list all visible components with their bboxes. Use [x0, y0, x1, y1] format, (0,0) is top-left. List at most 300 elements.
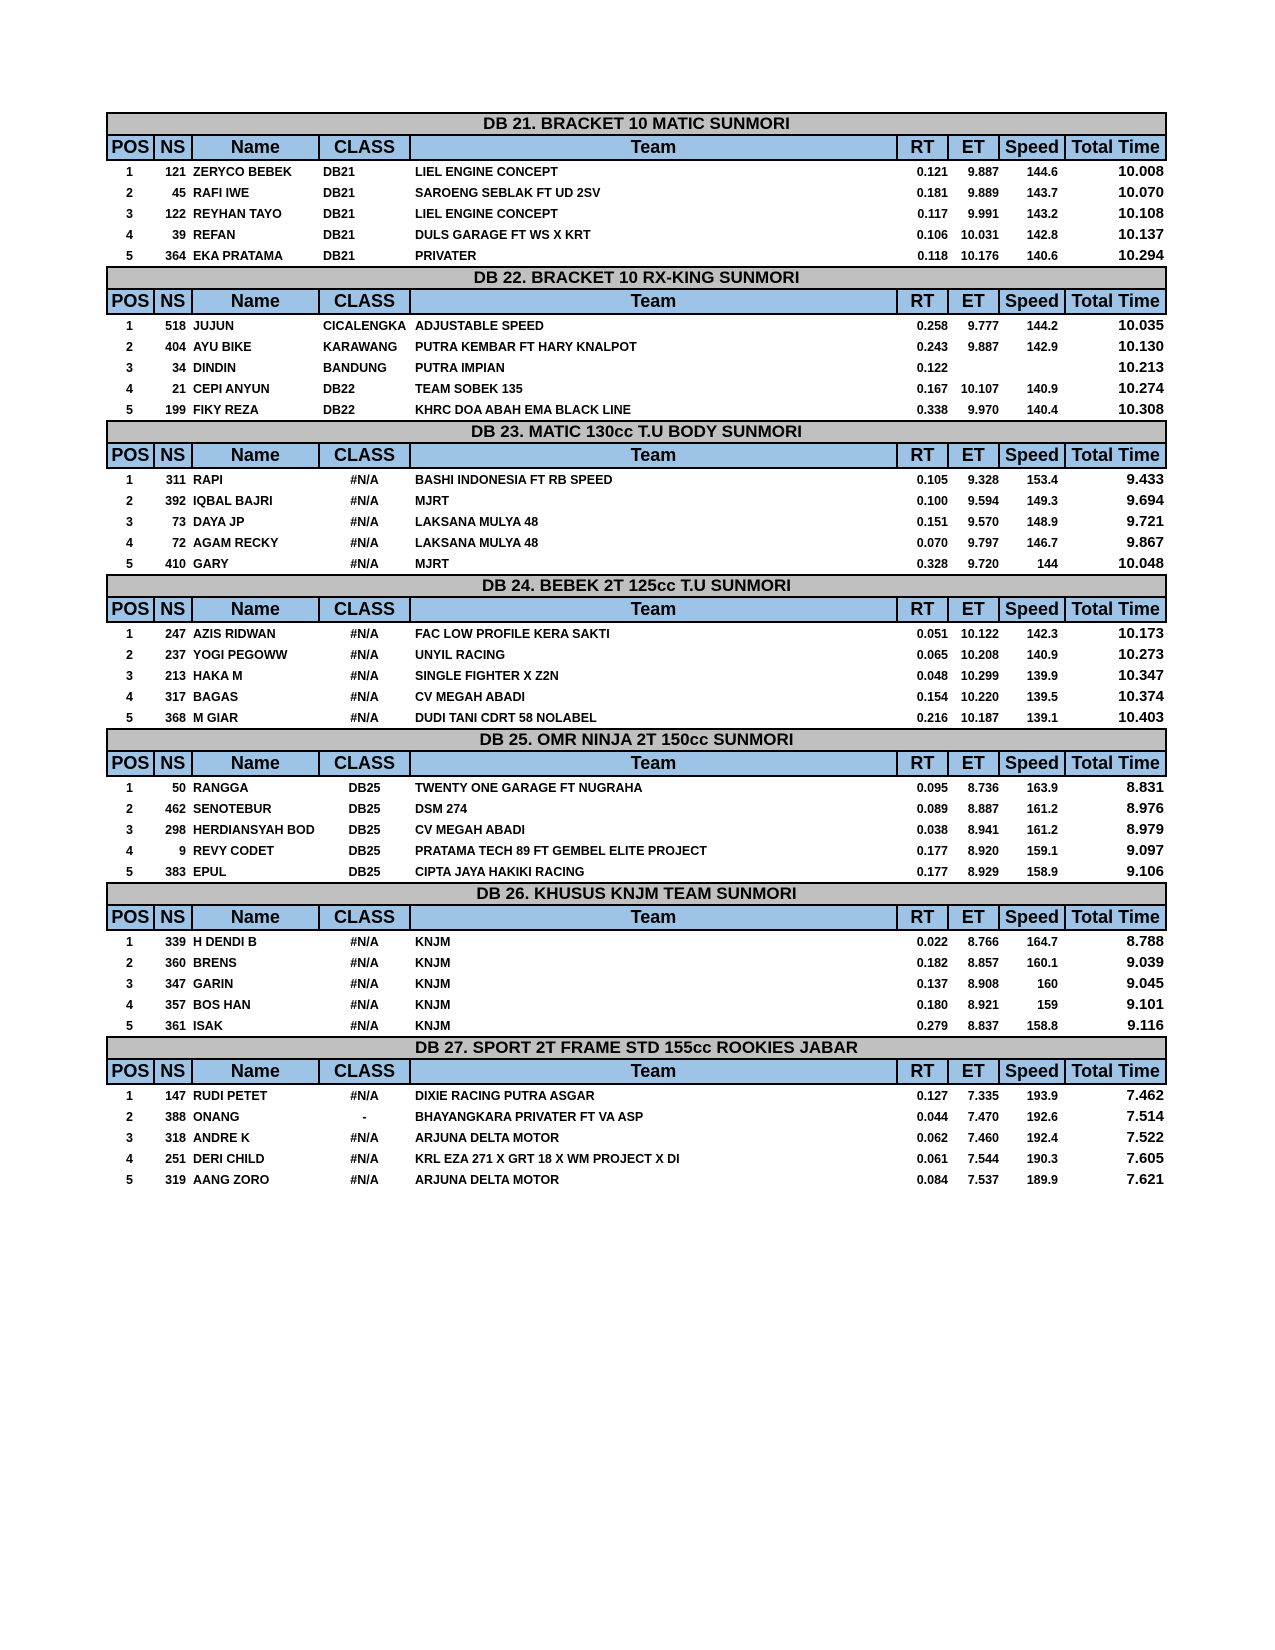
column-header-class: CLASS [320, 752, 411, 775]
cell-total: 8.788 [1126, 933, 1164, 950]
result-row [106, 161, 1167, 182]
cell-speed [1001, 357, 1068, 378]
cell-class: KARAWANG [323, 339, 398, 354]
cell-name: JUJUN [193, 318, 234, 333]
cell-et: 8.920 [967, 843, 999, 858]
race-block [106, 112, 1167, 266]
column-header-name: Name [193, 906, 321, 929]
cell-rt: 0.100 [916, 493, 948, 508]
cell-total: 10.130 [1118, 338, 1164, 355]
cell-et: 7.537 [967, 1172, 999, 1187]
cell-rt: 0.216 [916, 710, 948, 725]
cell-team: LAKSANA MULYA 48 [415, 535, 539, 550]
cell-speed: 143.7 [1026, 185, 1058, 200]
cell-total: 10.035 [1118, 317, 1164, 334]
column-header-et: ET [949, 1060, 1000, 1083]
cell-ns: 318 [165, 1130, 186, 1145]
cell-rt: 0.105 [916, 472, 948, 487]
column-header-pos: POS [108, 598, 155, 621]
column-header-name: Name [193, 444, 321, 467]
cell-total: 8.979 [1126, 821, 1164, 838]
cell-team: PRATAMA TECH 89 FT GEMBEL ELITE PROJECT [415, 843, 707, 858]
result-row [106, 777, 1167, 798]
column-header-et: ET [949, 136, 1000, 159]
cell-rt: 0.106 [916, 227, 948, 242]
cell-pos: 5 [126, 710, 133, 725]
cell-total: 9.045 [1126, 975, 1164, 992]
cell-team: CV MEGAH ABADI [415, 822, 525, 837]
cell-team: MJRT [415, 493, 450, 508]
cell-total: 10.173 [1118, 625, 1164, 642]
column-header-team: Team [411, 752, 898, 775]
cell-speed: 142.8 [1026, 227, 1058, 242]
result-row [106, 553, 1167, 574]
cell-pos: 1 [126, 780, 133, 795]
cell-ns: 518 [165, 318, 186, 333]
cell-ns: 147 [165, 1088, 186, 1103]
cell-speed: 160 [1037, 976, 1058, 991]
cell-ns: 121 [165, 164, 186, 179]
cell-name: ONANG [193, 1109, 240, 1124]
result-row [106, 1169, 1167, 1190]
cell-speed: 161.2 [1026, 822, 1058, 837]
column-header-total: Total Time [1071, 291, 1160, 311]
column-header-speed: Speed [1000, 136, 1067, 159]
cell-total: 9.101 [1126, 996, 1164, 1013]
cell-total: 9.721 [1126, 513, 1164, 530]
cell-total: 10.308 [1118, 401, 1164, 418]
cell-ns: 237 [165, 647, 186, 662]
cell-class: DB25 [348, 864, 381, 879]
column-header-et: ET [949, 598, 1000, 621]
cell-ns: 462 [165, 801, 186, 816]
cell-pos: 4 [126, 535, 133, 550]
cell-ns: 383 [165, 864, 186, 879]
cell-total: 10.273 [1118, 646, 1164, 663]
cell-total: 7.514 [1126, 1108, 1164, 1125]
cell-ns: 368 [165, 710, 186, 725]
cell-rt: 0.044 [916, 1109, 948, 1124]
cell-ns: 247 [165, 626, 186, 641]
cell-pos: 2 [126, 185, 133, 200]
cell-pos: 5 [126, 402, 133, 417]
cell-team: PUTRA KEMBAR FT HARY KNALPOT [415, 339, 637, 354]
cell-pos: 2 [126, 493, 133, 508]
column-header-name: Name [193, 598, 321, 621]
cell-ns: 319 [165, 1172, 186, 1187]
column-header-team: Team [411, 598, 898, 621]
cell-name: RAPI [193, 472, 223, 487]
cell-rt: 0.181 [916, 185, 948, 200]
cell-name: AANG ZORO [193, 1172, 270, 1187]
cell-name: YOGI PEGOWW [193, 647, 288, 662]
column-header-total: Total Time [1071, 445, 1160, 465]
cell-ns: 50 [172, 780, 186, 795]
cell-speed: 144 [1037, 556, 1058, 571]
cell-ns: 45 [172, 185, 186, 200]
cell-et: 10.187 [960, 710, 999, 725]
cell-pos: 4 [126, 689, 133, 704]
cell-speed: 140.4 [1026, 402, 1058, 417]
column-header-rt: RT [898, 1060, 949, 1083]
cell-speed: 144.6 [1026, 164, 1058, 179]
cell-class: #N/A [350, 1151, 379, 1166]
cell-speed: 146.7 [1026, 535, 1058, 550]
cell-team: PUTRA IMPIAN [415, 360, 505, 375]
cell-ns: 72 [172, 535, 186, 550]
cell-team: KNJM [415, 934, 451, 949]
column-header-row [106, 136, 1167, 161]
cell-et: 9.570 [967, 514, 999, 529]
cell-name: M GIAR [193, 710, 239, 725]
cell-speed: 159 [1037, 997, 1058, 1012]
cell-class: #N/A [350, 1088, 379, 1103]
cell-team: SAROENG SEBLAK FT UD 2SV [415, 185, 601, 200]
cell-total: 10.347 [1118, 667, 1164, 684]
result-row [106, 861, 1167, 882]
cell-team: TEAM SOBEK 135 [415, 381, 523, 396]
cell-class: #N/A [350, 626, 379, 641]
cell-speed: 192.4 [1026, 1130, 1058, 1145]
result-row [106, 203, 1167, 224]
cell-pos: 5 [126, 248, 133, 263]
cell-ns: 251 [165, 1151, 186, 1166]
result-row [106, 931, 1167, 952]
cell-team: KNJM [415, 997, 451, 1012]
cell-name: DERI CHILD [193, 1151, 265, 1166]
cell-speed: 189.9 [1026, 1172, 1058, 1187]
cell-speed: 142.3 [1026, 626, 1058, 641]
cell-team: DUDI TANI CDRT 58 NOLABEL [415, 710, 597, 725]
cell-et: 9.720 [967, 556, 999, 571]
cell-pos: 1 [126, 164, 133, 179]
cell-speed: 139.5 [1026, 689, 1058, 704]
column-header-ns: NS [155, 906, 193, 929]
cell-team: PRIVATER [415, 248, 477, 263]
cell-name: CEPI ANYUN [193, 381, 270, 396]
cell-pos: 5 [126, 1172, 133, 1187]
cell-name: BOS HAN [193, 997, 251, 1012]
result-row [106, 1015, 1167, 1036]
race-block [106, 1036, 1167, 1190]
cell-et: 7.544 [967, 1151, 999, 1166]
result-row [106, 952, 1167, 973]
cell-ns: 388 [165, 1109, 186, 1124]
cell-speed: 149.3 [1026, 493, 1058, 508]
result-row [106, 357, 1167, 378]
cell-pos: 4 [126, 843, 133, 858]
race-title: DB 25. OMR NINJA 2T 150cc SUNMORI [106, 728, 1167, 752]
cell-team: ADJUSTABLE SPEED [415, 318, 544, 333]
result-row [106, 315, 1167, 336]
cell-pos: 4 [126, 997, 133, 1012]
cell-ns: 34 [172, 360, 186, 375]
cell-total: 7.621 [1126, 1171, 1164, 1188]
cell-class: #N/A [350, 647, 379, 662]
column-header-rt: RT [898, 444, 949, 467]
cell-pos: 5 [126, 1018, 133, 1033]
cell-et: 8.921 [967, 997, 999, 1012]
cell-name: IQBAL BAJRI [193, 493, 273, 508]
result-row [106, 1148, 1167, 1169]
cell-rt: 0.122 [916, 360, 948, 375]
result-row [106, 336, 1167, 357]
column-header-total: Total Time [1071, 753, 1160, 773]
cell-class: DB25 [348, 822, 381, 837]
cell-rt: 0.121 [916, 164, 948, 179]
column-header-speed: Speed [1000, 1060, 1067, 1083]
cell-et: 8.887 [967, 801, 999, 816]
column-header-team: Team [411, 906, 898, 929]
cell-class: DB25 [348, 780, 381, 795]
cell-speed: 142.9 [1026, 339, 1058, 354]
column-header-ns: NS [155, 444, 193, 467]
cell-total: 9.039 [1126, 954, 1164, 971]
cell-team: CIPTA JAYA HAKIKI RACING [415, 864, 585, 879]
cell-speed: 148.9 [1026, 514, 1058, 529]
cell-pos: 2 [126, 1109, 133, 1124]
cell-team: DSM 274 [415, 801, 468, 816]
cell-ns: 317 [165, 689, 186, 704]
cell-et: 10.220 [960, 689, 999, 704]
cell-class: #N/A [350, 1172, 379, 1187]
cell-et: 7.470 [967, 1109, 999, 1124]
cell-et: 10.031 [960, 227, 999, 242]
column-header-et: ET [949, 444, 1000, 467]
cell-ns: 360 [165, 955, 186, 970]
cell-ns: 73 [172, 514, 186, 529]
column-header-rt: RT [898, 290, 949, 313]
cell-pos: 3 [126, 1130, 133, 1145]
column-header-name: Name [193, 136, 321, 159]
cell-total: 10.374 [1118, 688, 1164, 705]
column-header-total: Total Time [1071, 599, 1160, 619]
cell-speed: 158.8 [1026, 1018, 1058, 1033]
cell-speed: 153.4 [1026, 472, 1058, 487]
cell-pos: 1 [126, 472, 133, 487]
cell-team: BASHI INDONESIA FT RB SPEED [415, 472, 613, 487]
cell-speed: 140.9 [1026, 647, 1058, 662]
column-header-row [106, 906, 1167, 931]
cell-class: #N/A [350, 514, 379, 529]
cell-rt: 0.048 [916, 668, 948, 683]
cell-et: 9.328 [967, 472, 999, 487]
cell-et: 9.970 [967, 402, 999, 417]
cell-ns: 21 [172, 381, 186, 396]
column-header-rt: RT [898, 136, 949, 159]
cell-name: EKA PRATAMA [193, 248, 284, 263]
cell-total: 9.116 [1127, 1017, 1164, 1034]
cell-et: 10.176 [960, 248, 999, 263]
column-header-ns: NS [155, 752, 193, 775]
column-header-rt: RT [898, 598, 949, 621]
cell-team: FAC LOW PROFILE KERA SAKTI [415, 626, 610, 641]
cell-et: 8.736 [967, 780, 999, 795]
cell-rt: 0.062 [916, 1130, 948, 1145]
cell-pos: 4 [126, 227, 133, 242]
result-row [106, 1106, 1167, 1127]
column-header-row [106, 1060, 1167, 1085]
cell-et: 9.594 [967, 493, 999, 508]
cell-total: 8.976 [1126, 800, 1164, 817]
cell-name: GARIN [193, 976, 234, 991]
column-header-speed: Speed [1000, 752, 1067, 775]
column-header-class: CLASS [320, 444, 411, 467]
cell-rt: 0.279 [916, 1018, 948, 1033]
cell-pos: 4 [126, 1151, 133, 1166]
cell-rt: 0.328 [916, 556, 948, 571]
cell-speed: 140.9 [1026, 381, 1058, 396]
cell-ns: 339 [165, 934, 186, 949]
cell-class: DB22 [323, 402, 355, 417]
column-header-name: Name [193, 752, 321, 775]
cell-team: KNJM [415, 976, 451, 991]
cell-rt: 0.177 [916, 843, 948, 858]
cell-total: 9.694 [1126, 492, 1164, 509]
column-header-team: Team [411, 444, 898, 467]
cell-speed: 192.6 [1026, 1109, 1058, 1124]
race-title: DB 24. BEBEK 2T 125cc T.U SUNMORI [106, 574, 1167, 598]
column-header-rt: RT [898, 906, 949, 929]
cell-total: 8.831 [1126, 779, 1164, 796]
cell-team: KNJM [415, 1018, 451, 1033]
race-title: DB 21. BRACKET 10 MATIC SUNMORI [106, 112, 1167, 136]
cell-total: 10.108 [1118, 205, 1164, 222]
race-block [106, 728, 1167, 882]
cell-rt: 0.117 [917, 206, 948, 221]
result-row [106, 1127, 1167, 1148]
column-header-row [106, 290, 1167, 315]
column-header-row [106, 752, 1167, 777]
cell-class: DB21 [323, 185, 355, 200]
column-header-total: Total Time [1071, 1061, 1160, 1081]
cell-et: 9.887 [967, 339, 999, 354]
cell-speed: 139.9 [1026, 668, 1058, 683]
cell-name: ISAK [193, 1018, 223, 1033]
result-row [106, 490, 1167, 511]
cell-speed: 160.1 [1026, 955, 1058, 970]
result-row [106, 994, 1167, 1015]
cell-pos: 4 [126, 381, 133, 396]
cell-pos: 5 [126, 864, 133, 879]
cell-et: 8.766 [967, 934, 999, 949]
cell-total: 10.213 [1118, 359, 1164, 376]
cell-total: 10.008 [1118, 163, 1164, 180]
cell-team: KHRC DOA ABAH EMA BLACK LINE [415, 402, 631, 417]
result-row [106, 399, 1167, 420]
result-row [106, 686, 1167, 707]
cell-name: AZIS RIDWAN [193, 626, 276, 641]
cell-team: SINGLE FIGHTER X Z2N [415, 668, 559, 683]
cell-rt: 0.154 [916, 689, 948, 704]
cell-team: DULS GARAGE FT WS X KRT [415, 227, 591, 242]
cell-name: AYU BIKE [193, 339, 252, 354]
cell-speed: 143.2 [1026, 206, 1058, 221]
result-row [106, 1085, 1167, 1106]
cell-rt: 0.022 [916, 934, 948, 949]
cell-pos: 1 [126, 626, 133, 641]
cell-rt: 0.038 [916, 822, 948, 837]
column-header-name: Name [193, 290, 321, 313]
column-header-pos: POS [108, 290, 155, 313]
cell-pos: 3 [126, 360, 133, 375]
cell-name: EPUL [193, 864, 227, 879]
cell-class: #N/A [350, 934, 379, 949]
cell-ns: 213 [165, 668, 186, 683]
cell-rt: 0.084 [916, 1172, 948, 1187]
column-header-et: ET [949, 290, 1000, 313]
column-header-speed: Speed [1000, 444, 1067, 467]
cell-name: DINDIN [193, 360, 237, 375]
cell-ns: 410 [165, 556, 186, 571]
column-header-et: ET [949, 752, 1000, 775]
cell-total: 10.137 [1118, 226, 1164, 243]
result-row [106, 532, 1167, 553]
cell-pos: 3 [126, 976, 133, 991]
cell-rt: 0.167 [916, 381, 948, 396]
cell-class: #N/A [350, 689, 379, 704]
cell-total: 7.462 [1126, 1087, 1164, 1104]
cell-speed: 159.1 [1026, 843, 1058, 858]
cell-name: GARY [193, 556, 229, 571]
result-row [106, 378, 1167, 399]
cell-et: 9.797 [967, 535, 999, 550]
cell-class: #N/A [350, 493, 379, 508]
cell-name: HERDIANSYAH BOD [193, 822, 315, 837]
cell-team: LIEL ENGINE CONCEPT [415, 164, 558, 179]
cell-speed: 158.9 [1026, 864, 1058, 879]
cell-rt: 0.095 [916, 780, 948, 795]
column-header-class: CLASS [320, 598, 411, 621]
result-row [106, 511, 1167, 532]
cell-pos: 1 [126, 318, 133, 333]
cell-total: 7.522 [1126, 1129, 1164, 1146]
race-title: DB 22. BRACKET 10 RX-KING SUNMORI [106, 266, 1167, 290]
result-row [106, 840, 1167, 861]
cell-team: TWENTY ONE GARAGE FT NUGRAHA [415, 780, 643, 795]
cell-team: BHAYANGKARA PRIVATER FT VA ASP [415, 1109, 644, 1124]
cell-name: SENOTEBUR [193, 801, 272, 816]
cell-pos: 2 [126, 955, 133, 970]
cell-ns: 392 [165, 493, 186, 508]
cell-et: 10.299 [960, 668, 999, 683]
cell-name: FIKY REZA [193, 402, 259, 417]
result-row [106, 644, 1167, 665]
cell-speed: 190.3 [1026, 1151, 1058, 1166]
cell-rt: 0.089 [916, 801, 948, 816]
cell-total: 10.070 [1118, 184, 1164, 201]
cell-speed: 163.9 [1026, 780, 1058, 795]
cell-class: #N/A [350, 1018, 379, 1033]
column-header-ns: NS [155, 1060, 193, 1083]
cell-name: BRENS [193, 955, 237, 970]
cell-et: 7.460 [967, 1130, 999, 1145]
column-header-ns: NS [155, 290, 193, 313]
cell-total: 9.097 [1126, 842, 1164, 859]
cell-total: 9.867 [1126, 534, 1164, 551]
cell-et [950, 357, 1001, 378]
cell-speed: 161.2 [1026, 801, 1058, 816]
cell-class: #N/A [350, 668, 379, 683]
cell-rt: 0.070 [916, 535, 948, 550]
race-block [106, 882, 1167, 1036]
column-header-pos: POS [108, 444, 155, 467]
cell-team: KRL EZA 271 X GRT 18 X WM PROJECT X DI [415, 1151, 680, 1166]
cell-team: UNYIL RACING [415, 647, 506, 662]
cell-et: 9.991 [967, 206, 999, 221]
cell-ns: 199 [165, 402, 186, 417]
column-header-pos: POS [108, 906, 155, 929]
